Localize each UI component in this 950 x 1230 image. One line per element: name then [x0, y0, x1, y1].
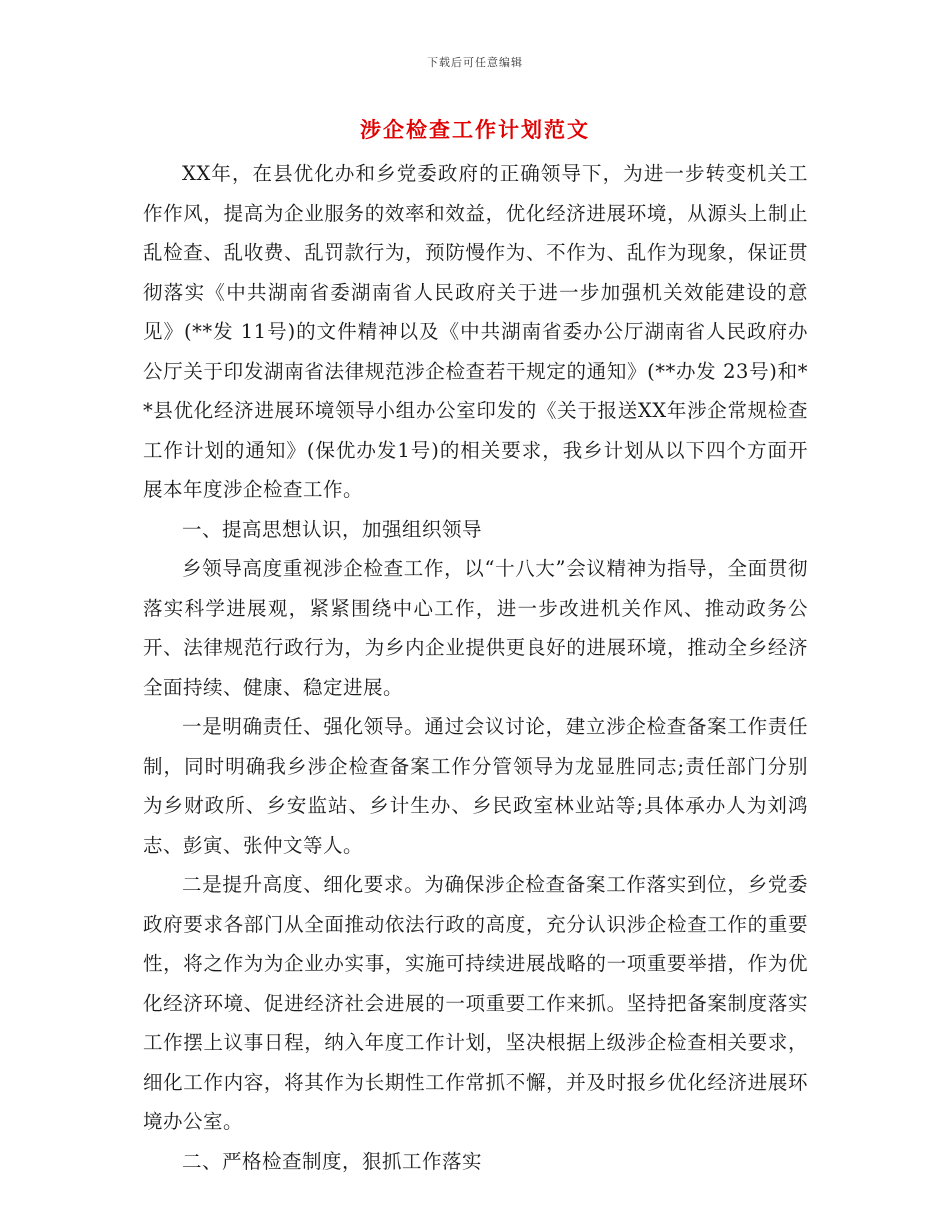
- section-heading-1: 一、提高思想认识，加强组织领导: [182, 517, 483, 541]
- paragraph-item-1: 一是明确责任、强化领导。通过会议讨论，建立涉企检查备案工作责任制，同时明确我乡涉企检查备案工作分管领导为龙显胜同志;责任部门分别为乡财政所、乡安监站、乡计生办、乡民政室林业站等;具体承办人为刘鸿志、彭寅、张仲文等人。: [143, 715, 808, 857]
- paragraph-section-1: 乡领导高度重视涉企检查工作，以“十八大”会议精神为指导，全面贯彻落实科学进展观，紧紧围绕中心工作，进一步改进机关作风、推动政务公开、法律规范行政行为，为乡内企业提供更良好的进展环境，推动全乡经济全面持续、健康、稳定进展。: [143, 557, 808, 699]
- header-note: 下载后可任意编辑: [427, 56, 523, 69]
- document-title: 涉企检查工作计划范文: [360, 118, 590, 142]
- paragraph-item-2: 二是提升高度、细化要求。为确保涉企检查备案工作落实到位，乡党委政府要求各部门从全面推动依法行政的高度，充分认识涉企检查工作的重要性，将之作为为企业办实事，实施可持续进展战略的一项重要举措，作为优化经济环境、促进经济社会进展的一项重要工作来抓。坚持把备案制度落实工作摆上议事日程，纳入年度工作计划，坚决根据上级涉企检查相关要求，细化工作内容，将其作为长期性工作常抓不懈，并及时报乡优化经济进展环境办公室。: [143, 873, 808, 1133]
- paragraph-intro: XX年，在县优化办和乡党委政府的正确领导下，为进一步转变机关工作作风，提高为企业服务的效率和效益，优化经济进展环境，从源头上制止乱检查、乱收费、乱罚款行为，预防慢作为、不作为、乱作为现象，保证贯彻落实《中共湖南省委湖南省人民政府关于进一步加强机关效能建设的意见》(**发 11号)的文件精神以及《中共湖南省委办公厅湖南省人民政府办公厅关于印发湖南省法律规范涉企检查若干规定的通知》(**办发 23号)和**县优化经济进展环境领导小组办公室印发的《关于报送XX年涉企常规检查工作计划的通知》(保优办发1号)的相关要求，我乡计划从以下四个方面开展本年度涉企检查工作。: [143, 162, 808, 501]
- section-heading-2: 二、严格检查制度，狠抓工作落实: [182, 1149, 483, 1173]
- document-body: [143, 154, 808, 1181]
